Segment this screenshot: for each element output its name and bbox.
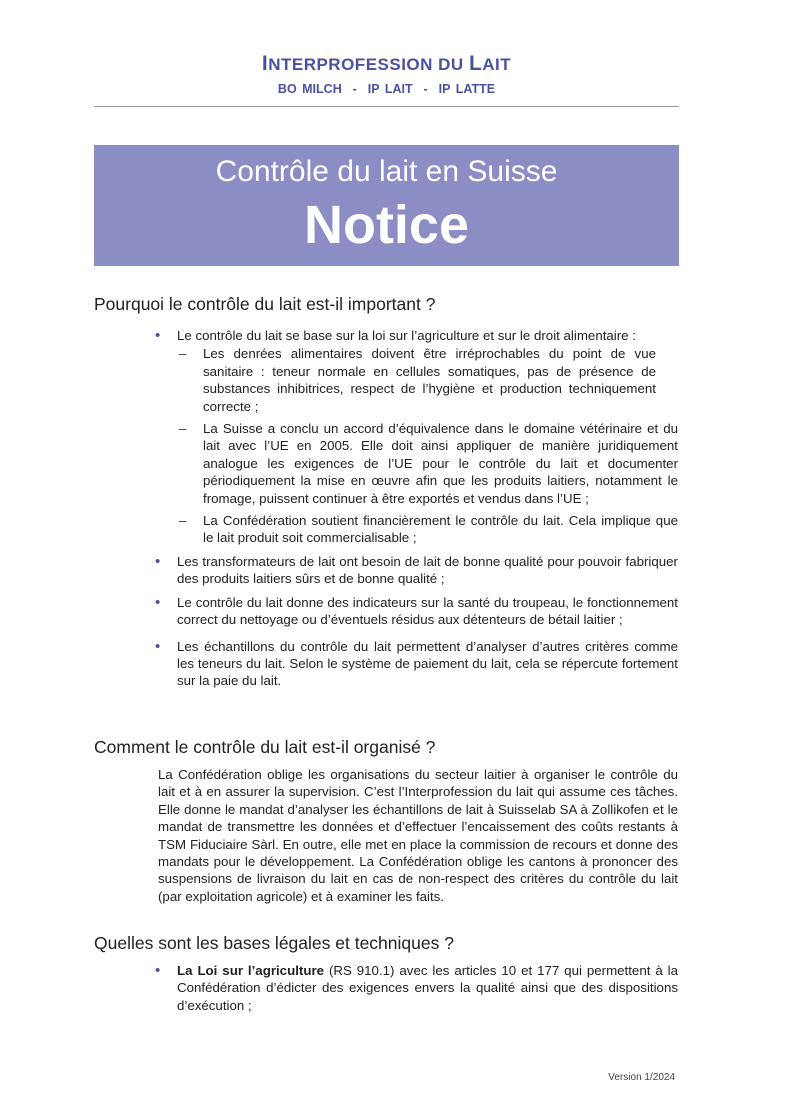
banner-subtitle: Contrôle du lait en Suisse	[215, 155, 558, 188]
banner-title: Notice	[303, 195, 470, 255]
list-item: – La Confédération soutient financièrement le contrôle du lait. Cela implique que le lait produit soit commercialisable ;	[179, 513, 678, 546]
document-header	[94, 52, 679, 96]
legal-bullet-list	[155, 962, 678, 1014]
sub-list	[177, 345, 678, 546]
dash-icon: –	[179, 513, 187, 529]
list-item: – Les denrées alimentaires doivent être irréprochables du point de vue sanitaire : teneur normale en cellules somatiques, pas de présence de substances inhibitrices, respect de l’hygiène et production techniquement correcte ;	[179, 346, 656, 414]
dash-icon: –	[179, 346, 187, 362]
list-item: • Le contrôle du lait se base sur la loi sur l’agriculture et sur le droit alimentaire : – Les denrées alimentaires doivent être irréprochables du point de vue sanitaire : teneur normale en cellules somatiques, pas de présence de substances inhibitrices, respect de l’hygiène et production techniquement correcte ; – La Suisse a conclu un accord d’équivalence dans le domaine vétérinaire et du lait avec l’UE en 2005. Elle doit ainsi appliquer de manière juridiquement analogue les exigences de l’UE pour le contrôle du lait et documenter périodiquement la mise en œuvre afin que les produits laitiers, notamment le fromage, puissent continuer à être exportés et vendus dans l’UE ; – La Confédération soutient financièrement le contrôle du lait. Cela implique que le lait produit soit commercialisable ;	[155, 327, 678, 546]
list-item: • Le contrôle du lait donne des indicateurs sur la santé du troupeau, le fonctionnement correct du nettoyage ou d’éventuels résidus aux détenteurs de bétail laitier ;	[155, 593, 678, 628]
list-item: • La Loi sur l’agriculture (RS 910.1) avec les articles 10 et 177 qui permettent à la Confédération d’édicter des exigences envers la qualité ainsi que des dispositions d’exécution ;	[155, 962, 678, 1013]
bullet-icon: •	[155, 552, 161, 570]
bullet-icon: •	[155, 962, 161, 979]
organization-paragraph: La Confédération oblige les organisations du secteur laitier à organiser le contrôle du lait et à en assurer la supervision. C’est l’Interprofession du lait qui assume ces tâches. Elle donne le mandat d’analyser les échantillons de lait à Suisselab SA à Zollikofen et le mandat de transmettre les données et d’effectuer l’encaissement des coûts restants à TSM Fiduciaire Sàrl. En outre, elle met en place la commission de recours et donne des mandats pour le développement. La Confédération oblige les cantons à prononcer des suspensions de livraison du lait en cas de non-respect des critères du contrôle du lait (par exploitation agricole) et à examiner les faits.	[158, 767, 678, 904]
dash-icon: –	[179, 421, 187, 437]
list-item: – La Suisse a conclu un accord d’équivalence dans le domaine vétérinaire et du lait avec l’UE en 2005. Elle doit ainsi appliquer de manière juridiquement analogue les exigences de l’UE pour le contrôle du lait et documenter périodiquement la mise en œuvre afin que les produits laitiers, notamment le fromage, puissent continuer à être exportés et vendus dans l’UE ;	[179, 421, 678, 506]
bullet-icon: •	[155, 593, 161, 611]
version-label: Version 1/2024	[608, 1072, 675, 1083]
list-item: • Les échantillons du contrôle du lait permettent d’analyser d’autres critères comme les teneurs du lait. Selon le système de paiement du lait, cela se répercute fortement sur la paie du lait.	[155, 637, 678, 689]
section-title-how: Comment le contrôle du lait est-il organisé ?	[94, 737, 436, 757]
title-banner	[94, 145, 679, 266]
section-title-legal: Quelles sont les bases légales et techniques ?	[94, 933, 454, 953]
header-divider	[94, 106, 679, 107]
org-subtitle: BO MILCH - IP LAIT - IP LATTE	[277, 82, 496, 96]
list-item: • Les transformateurs de lait ont besoin de lait de bonne qualité pour pouvoir fabriquer des produits laitiers sûrs et de bonne qualité ;	[155, 552, 678, 587]
bullet-icon: •	[155, 637, 161, 655]
org-title: INTERPROFESSION DU LAIT	[261, 52, 512, 75]
why-bullet-list	[155, 327, 678, 690]
section-title-why: Pourquoi le contrôle du lait est-il important ?	[94, 294, 436, 314]
bullet-icon: •	[155, 327, 161, 344]
